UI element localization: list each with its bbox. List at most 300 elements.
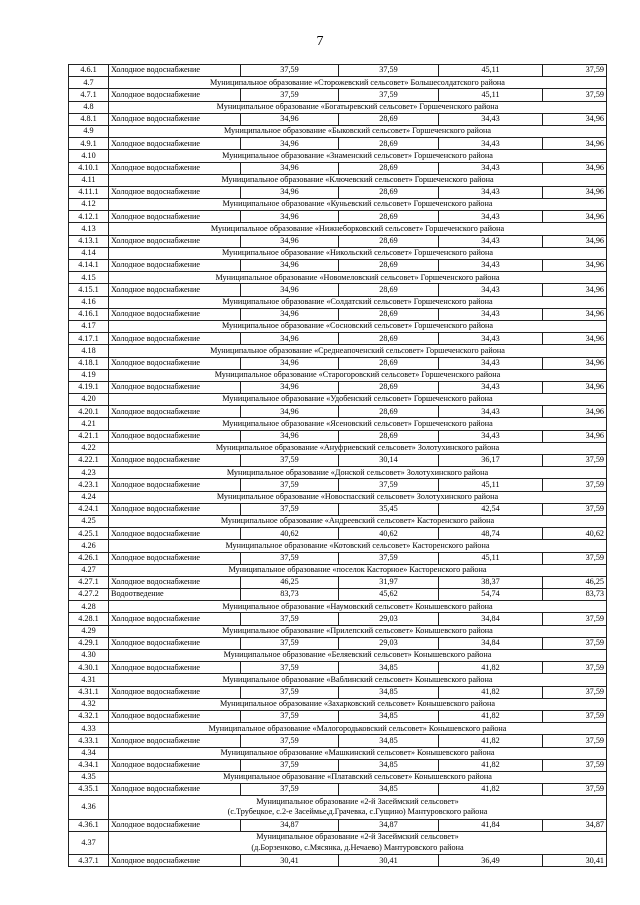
service-name: Холодное водоснабжение <box>109 528 241 540</box>
row-code: 4.37 <box>69 831 109 854</box>
municipality-row <box>69 674 607 686</box>
row-code: 4.19.1 <box>69 381 109 393</box>
service-row <box>69 138 607 150</box>
tariff-value-1: 37,59 <box>241 662 339 674</box>
tariff-value-3: 45,11 <box>439 479 543 491</box>
tariff-value-2: 28,69 <box>339 138 439 150</box>
row-code: 4.26.1 <box>69 552 109 564</box>
service-name: Холодное водоснабжение <box>109 552 241 564</box>
service-name: Холодное водоснабжение <box>109 637 241 649</box>
tariff-value-3: 34,43 <box>439 235 543 247</box>
municipality-row <box>69 650 607 662</box>
row-code: 4.30.1 <box>69 662 109 674</box>
municipality-row <box>69 369 607 381</box>
tariff-value-2: 34,85 <box>339 784 439 796</box>
tariff-value-2: 28,69 <box>339 186 439 198</box>
tariff-value-2: 30,14 <box>339 455 439 467</box>
tariff-value-2: 34,85 <box>339 735 439 747</box>
tariff-value-2: 29,03 <box>339 637 439 649</box>
tariff-value-4: 30,41 <box>543 855 607 867</box>
row-code: 4.11 <box>69 174 109 186</box>
municipality-name <box>109 247 607 259</box>
tariff-value-3: 34,43 <box>439 333 543 345</box>
service-name: Холодное водоснабжение <box>109 260 241 272</box>
municipality-row <box>69 467 607 479</box>
municipality-row <box>69 125 607 137</box>
row-code: 4.8.1 <box>69 113 109 125</box>
municipality-name <box>109 442 607 454</box>
tariff-value-3: 34,43 <box>439 406 543 418</box>
row-code: 4.30 <box>69 650 109 662</box>
municipality-row <box>69 723 607 735</box>
municipality-name-line: Муниципальное образование «Новомеловский сельсовет» Горшеченского района <box>215 272 500 282</box>
row-code: 4.29 <box>69 625 109 637</box>
tariff-value-2: 28,69 <box>339 211 439 223</box>
row-code: 4.15.1 <box>69 284 109 296</box>
tariff-value-4: 46,25 <box>543 576 607 588</box>
tariff-value-2: 28,69 <box>339 284 439 296</box>
municipality-row <box>69 223 607 235</box>
service-row <box>69 528 607 540</box>
municipality-name-line: Муниципальное образование «Старогоровский сельсовет» Горшеченского района <box>214 370 501 380</box>
row-code: 4.14.1 <box>69 260 109 272</box>
tariff-value-4: 37,59 <box>543 613 607 625</box>
tariff-value-4: 34,96 <box>543 406 607 418</box>
tariff-value-1: 30,41 <box>241 855 339 867</box>
row-code: 4.22 <box>69 442 109 454</box>
row-code: 4.10.1 <box>69 162 109 174</box>
row-code: 4.32 <box>69 698 109 710</box>
row-code: 4.16 <box>69 296 109 308</box>
tariff-value-1: 37,59 <box>241 784 339 796</box>
municipality-name-line: Муниципальное образование «Ваблинский сельсовет» Конышевского района <box>222 674 493 684</box>
service-row <box>69 784 607 796</box>
service-row <box>69 662 607 674</box>
page-number: 7 <box>316 34 324 49</box>
tariff-value-2: 40,62 <box>339 528 439 540</box>
municipality-name-line: Муниципальное образование «Новоспасский сельсовет» Золотухинского района <box>216 491 499 501</box>
service-name: Холодное водоснабжение <box>109 784 241 796</box>
tariff-value-3: 34,43 <box>439 430 543 442</box>
municipality-name-line-2: (д.Борзенково, с.Мясянка, д.Нечаево) Мантуровского района <box>251 843 464 853</box>
municipality-name <box>109 272 607 284</box>
row-code: 4.25 <box>69 515 109 527</box>
municipality-name-line: Муниципальное образование «Андреевский сельсовет» Касторенского района <box>220 516 495 526</box>
tariff-value-4: 37,59 <box>543 89 607 101</box>
tariff-value-2: 35,45 <box>339 503 439 515</box>
municipality-name <box>109 199 607 211</box>
service-name: Холодное водоснабжение <box>109 735 241 747</box>
service-row <box>69 186 607 198</box>
tariff-value-1: 37,59 <box>241 759 339 771</box>
service-row <box>69 430 607 442</box>
tariff-value-1: 37,59 <box>241 65 339 77</box>
row-code: 4.34 <box>69 747 109 759</box>
municipality-name <box>109 796 607 819</box>
tariff-value-4: 37,59 <box>543 65 607 77</box>
tariff-value-4: 34,87 <box>543 819 607 831</box>
tariff-value-4: 37,59 <box>543 455 607 467</box>
tariff-value-1: 34,96 <box>241 406 339 418</box>
row-code: 4.33 <box>69 723 109 735</box>
tariff-value-4: 34,96 <box>543 284 607 296</box>
service-name: Холодное водоснабжение <box>109 357 241 369</box>
tariff-value-4: 37,59 <box>543 552 607 564</box>
service-row <box>69 855 607 867</box>
row-code: 4.14 <box>69 247 109 259</box>
service-row <box>69 479 607 491</box>
tariff-value-1: 37,59 <box>241 637 339 649</box>
service-row <box>69 552 607 564</box>
municipality-name-line: Муниципальное образование «Донской сельсовет» Золотухинского района <box>226 467 489 477</box>
municipality-row <box>69 101 607 113</box>
service-row <box>69 381 607 393</box>
municipality-name-line: Муниципальное образование «Ключевский сельсовет» Горшеченского района <box>221 175 494 185</box>
service-row <box>69 589 607 601</box>
municipality-row <box>69 540 607 552</box>
service-row <box>69 613 607 625</box>
municipality-name-line: Муниципальное образование «Прилепский сельсовет» Конышевского района <box>222 626 493 636</box>
tariff-value-2: 45,62 <box>339 589 439 601</box>
service-name: Холодное водоснабжение <box>109 855 241 867</box>
service-name: Холодное водоснабжение <box>109 479 241 491</box>
row-code: 4.7 <box>69 77 109 89</box>
municipality-name <box>109 674 607 686</box>
row-code: 4.17 <box>69 320 109 332</box>
municipality-name-line: Муниципальное образование «Куньевский сельсовет» Горшеченского района <box>222 199 493 209</box>
municipality-name-line: Муниципальное образование «Наумовский сельсовет» Конышевского района <box>222 601 493 611</box>
row-code: 4.26 <box>69 540 109 552</box>
row-code: 4.27.1 <box>69 576 109 588</box>
service-name: Холодное водоснабжение <box>109 710 241 722</box>
tariff-value-2: 28,69 <box>339 357 439 369</box>
row-code: 4.33.1 <box>69 735 109 747</box>
row-code: 4.32.1 <box>69 710 109 722</box>
municipality-name <box>109 747 607 759</box>
municipality-row <box>69 77 607 89</box>
tariff-value-1: 34,96 <box>241 235 339 247</box>
tariff-value-3: 34,43 <box>439 357 543 369</box>
service-row <box>69 260 607 272</box>
service-name: Холодное водоснабжение <box>109 662 241 674</box>
municipality-name <box>109 771 607 783</box>
service-name: Холодное водоснабжение <box>109 503 241 515</box>
tariff-value-1: 37,59 <box>241 479 339 491</box>
municipality-row <box>69 296 607 308</box>
tariff-value-3: 41,82 <box>439 710 543 722</box>
municipality-name <box>109 320 607 332</box>
municipality-name <box>109 540 607 552</box>
service-name: Водоотведение <box>109 589 241 601</box>
service-name: Холодное водоснабжение <box>109 406 241 418</box>
tariff-value-3: 34,43 <box>439 186 543 198</box>
service-row <box>69 710 607 722</box>
row-code: 4.6.1 <box>69 65 109 77</box>
tariff-value-2: 37,59 <box>339 552 439 564</box>
tariff-value-2: 28,69 <box>339 406 439 418</box>
service-name: Холодное водоснабжение <box>109 211 241 223</box>
tariff-value-1: 46,25 <box>241 576 339 588</box>
tariff-value-1: 37,59 <box>241 613 339 625</box>
tariff-value-3: 34,43 <box>439 381 543 393</box>
municipality-name <box>109 77 607 89</box>
tariff-value-4: 34,96 <box>543 381 607 393</box>
municipality-row <box>69 418 607 430</box>
municipality-row <box>69 150 607 162</box>
service-row <box>69 211 607 223</box>
tariff-value-4: 37,59 <box>543 735 607 747</box>
tariff-value-1: 37,59 <box>241 686 339 698</box>
municipality-name <box>109 101 607 113</box>
row-code: 4.7.1 <box>69 89 109 101</box>
tariff-value-3: 48,74 <box>439 528 543 540</box>
tariff-value-2: 28,69 <box>339 308 439 320</box>
service-row <box>69 113 607 125</box>
row-code: 4.18 <box>69 345 109 357</box>
service-name: Холодное водоснабжение <box>109 113 241 125</box>
municipality-name-line: Муниципальное образование «2-й Засеймский сельсовет» <box>256 796 459 806</box>
municipality-name <box>109 125 607 137</box>
municipality-name <box>109 515 607 527</box>
row-code: 4.12.1 <box>69 211 109 223</box>
municipality-name-line: Муниципальное образование «Котовский сельсовет» Касторенского района <box>225 540 490 550</box>
tariff-value-2: 28,69 <box>339 430 439 442</box>
municipality-name-line: Муниципальное образование «Среднеапоченский сельсовет» Горшеченского района <box>210 345 505 355</box>
municipality-name-line: Муниципальное образование «Ясеновский сельсовет» Горшеченского района <box>222 418 493 428</box>
municipality-name <box>109 650 607 662</box>
tariff-value-1: 83,73 <box>241 589 339 601</box>
tariff-value-1: 34,87 <box>241 819 339 831</box>
tariff-value-3: 41,82 <box>439 662 543 674</box>
service-row <box>69 406 607 418</box>
municipality-name-line: Муниципальное образование «Быковский сельсовет» Горшеченского района <box>223 126 492 136</box>
row-code: 4.22.1 <box>69 455 109 467</box>
municipality-name <box>109 369 607 381</box>
municipality-name-line: Муниципальное образование «Машкинский сельсовет» Конышевского района <box>220 747 495 757</box>
tariff-value-3: 41,84 <box>439 819 543 831</box>
municipality-row <box>69 771 607 783</box>
municipality-name <box>109 698 607 710</box>
service-name: Холодное водоснабжение <box>109 381 241 393</box>
service-name: Холодное водоснабжение <box>109 430 241 442</box>
service-name: Холодное водоснабжение <box>109 819 241 831</box>
tariff-value-3: 41,82 <box>439 686 543 698</box>
service-name: Холодное водоснабжение <box>109 333 241 345</box>
municipality-name <box>109 601 607 613</box>
tariff-value-3: 42,54 <box>439 503 543 515</box>
municipality-row <box>69 698 607 710</box>
municipality-row <box>69 831 607 854</box>
tariff-value-4: 34,96 <box>543 211 607 223</box>
tariff-value-1: 34,96 <box>241 113 339 125</box>
row-code: 4.23.1 <box>69 479 109 491</box>
service-row <box>69 65 607 77</box>
tariff-value-4: 34,96 <box>543 308 607 320</box>
tariff-value-3: 36,49 <box>439 855 543 867</box>
row-code: 4.24.1 <box>69 503 109 515</box>
tariff-value-2: 28,69 <box>339 235 439 247</box>
service-name: Холодное водоснабжение <box>109 284 241 296</box>
tariff-value-2: 28,69 <box>339 162 439 174</box>
tariff-value-1: 34,96 <box>241 333 339 345</box>
municipality-name <box>109 418 607 430</box>
row-code: 4.16.1 <box>69 308 109 320</box>
tariff-value-3: 41,82 <box>439 784 543 796</box>
service-row <box>69 333 607 345</box>
municipality-name-line: Муниципальное образование «Беляевский сельсовет» Конышевского района <box>223 650 492 660</box>
row-code: 4.9 <box>69 125 109 137</box>
municipality-name-line: Муниципальное образование «Ануфриевский сельсовет» Золотухинского района <box>215 443 500 453</box>
service-row <box>69 357 607 369</box>
service-row <box>69 308 607 320</box>
tariff-value-4: 34,96 <box>543 333 607 345</box>
municipality-name-line: Муниципальное образование «Богатыревский сельсовет» Горшеченского района <box>216 101 499 111</box>
row-code: 4.36 <box>69 796 109 819</box>
tariff-value-4: 40,62 <box>543 528 607 540</box>
municipality-name <box>109 345 607 357</box>
municipality-row <box>69 515 607 527</box>
municipality-name <box>109 223 607 235</box>
tariff-value-2: 34,85 <box>339 710 439 722</box>
tariff-value-4: 37,59 <box>543 637 607 649</box>
row-code: 4.36.1 <box>69 819 109 831</box>
municipality-row <box>69 625 607 637</box>
municipality-name <box>109 625 607 637</box>
service-name: Холодное водоснабжение <box>109 235 241 247</box>
tariff-value-2: 31,97 <box>339 576 439 588</box>
municipality-name <box>109 296 607 308</box>
municipality-row <box>69 394 607 406</box>
row-code: 4.20.1 <box>69 406 109 418</box>
row-code: 4.19 <box>69 369 109 381</box>
tariff-value-3: 38,37 <box>439 576 543 588</box>
tariff-value-3: 45,11 <box>439 65 543 77</box>
service-row <box>69 686 607 698</box>
tariff-value-3: 45,11 <box>439 552 543 564</box>
tariff-value-4: 34,96 <box>543 186 607 198</box>
row-code: 4.21.1 <box>69 430 109 442</box>
service-name: Холодное водоснабжение <box>109 686 241 698</box>
tariff-value-1: 37,59 <box>241 455 339 467</box>
municipality-name <box>109 564 607 576</box>
service-name: Холодное водоснабжение <box>109 186 241 198</box>
service-name: Холодное водоснабжение <box>109 613 241 625</box>
row-code: 4.10 <box>69 150 109 162</box>
tariff-value-4: 34,96 <box>543 357 607 369</box>
row-code: 4.31 <box>69 674 109 686</box>
service-row <box>69 637 607 649</box>
service-row <box>69 819 607 831</box>
municipality-name <box>109 394 607 406</box>
municipality-row <box>69 442 607 454</box>
tariff-value-4: 37,59 <box>543 759 607 771</box>
tariff-value-1: 34,96 <box>241 381 339 393</box>
row-code: 4.31.1 <box>69 686 109 698</box>
municipality-row <box>69 796 607 819</box>
tariff-value-3: 41,82 <box>439 759 543 771</box>
tariff-value-3: 34,43 <box>439 138 543 150</box>
tariff-value-3: 34,43 <box>439 308 543 320</box>
service-name: Холодное водоснабжение <box>109 65 241 77</box>
municipality-name-line: Муниципальное образование «Захарковский сельсовет» Конышевского района <box>219 699 496 709</box>
tariff-value-3: 54,74 <box>439 589 543 601</box>
service-row <box>69 284 607 296</box>
tariff-value-4: 34,96 <box>543 260 607 272</box>
row-code: 4.20 <box>69 394 109 406</box>
municipality-row <box>69 174 607 186</box>
row-code: 4.21 <box>69 418 109 430</box>
tariff-value-4: 34,96 <box>543 235 607 247</box>
tariff-value-2: 30,41 <box>339 855 439 867</box>
tariff-value-1: 34,96 <box>241 138 339 150</box>
tariff-value-4: 37,59 <box>543 710 607 722</box>
service-row <box>69 455 607 467</box>
tariff-value-1: 34,96 <box>241 162 339 174</box>
service-row <box>69 735 607 747</box>
tariff-value-3: 34,43 <box>439 260 543 272</box>
tariff-value-1: 34,96 <box>241 430 339 442</box>
municipality-name-line: Муниципальное образование «2-й Засеймский сельсовет» <box>256 832 459 842</box>
tariff-value-2: 28,69 <box>339 260 439 272</box>
municipality-name-line: Муниципальное образование «Никольский сельсовет» Горшеченского района <box>221 248 494 258</box>
municipality-row <box>69 320 607 332</box>
tariff-value-2: 28,69 <box>339 113 439 125</box>
row-code: 4.35.1 <box>69 784 109 796</box>
tariff-value-4: 34,96 <box>543 430 607 442</box>
service-row <box>69 235 607 247</box>
service-name: Холодное водоснабжение <box>109 455 241 467</box>
row-code: 4.24 <box>69 491 109 503</box>
row-code: 4.9.1 <box>69 138 109 150</box>
municipality-row <box>69 345 607 357</box>
municipality-name <box>109 174 607 186</box>
tariff-value-3: 34,43 <box>439 162 543 174</box>
tariff-value-2: 28,69 <box>339 381 439 393</box>
municipality-name-line: Муниципальное образование «Сосновский сельсовет» Горшеченского района <box>221 321 494 331</box>
service-name: Холодное водоснабжение <box>109 308 241 320</box>
row-code: 4.13 <box>69 223 109 235</box>
municipality-name-line: Муниципальное образование «Сторожевский сельсовет» Большесолдатского района <box>210 77 505 87</box>
tariff-value-3: 34,84 <box>439 613 543 625</box>
service-row <box>69 89 607 101</box>
municipality-row <box>69 747 607 759</box>
row-code: 4.12 <box>69 199 109 211</box>
tariff-value-4: 37,59 <box>543 479 607 491</box>
municipality-name <box>109 150 607 162</box>
municipality-name <box>109 831 607 854</box>
municipality-name-line: Муниципальное образование «Солдатский сельсовет» Горшеченского района <box>222 296 493 306</box>
municipality-name <box>109 467 607 479</box>
service-name: Холодное водоснабжение <box>109 162 241 174</box>
row-code: 4.27 <box>69 564 109 576</box>
municipality-row <box>69 491 607 503</box>
tariff-value-1: 40,62 <box>241 528 339 540</box>
municipality-name-line: Муниципальное образование «Нижнеборковский сельсовет» Горшеченского района <box>210 223 505 233</box>
tariff-value-3: 36,17 <box>439 455 543 467</box>
tariff-value-4: 34,96 <box>543 162 607 174</box>
tariff-value-1: 37,59 <box>241 552 339 564</box>
service-name: Холодное водоснабжение <box>109 89 241 101</box>
tariff-value-2: 34,87 <box>339 819 439 831</box>
tariff-value-2: 34,85 <box>339 686 439 698</box>
tariff-value-1: 37,59 <box>241 89 339 101</box>
municipality-row <box>69 199 607 211</box>
municipality-row <box>69 272 607 284</box>
municipality-name-line: Муниципальное образование «Малогородьковский сельсовет» Конышевского района <box>208 723 507 733</box>
row-code: 4.11.1 <box>69 186 109 198</box>
row-code: 4.25.1 <box>69 528 109 540</box>
service-name: Холодное водоснабжение <box>109 138 241 150</box>
